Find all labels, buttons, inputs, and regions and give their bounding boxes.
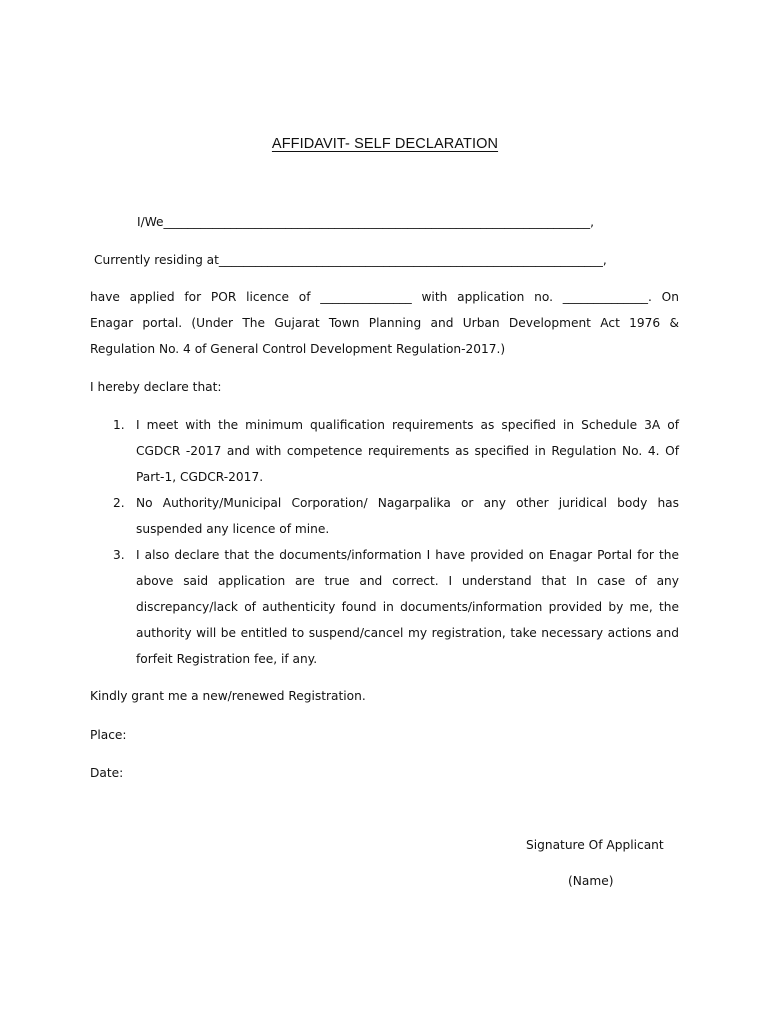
declaration-line: forfeit Registration fee, if any. — [136, 652, 318, 666]
declaration-number: 1. — [113, 418, 125, 432]
signature-label: Signature Of Applicant — [526, 838, 664, 852]
document-title: AFFIDAVIT- SELF DECLARATION — [271, 136, 499, 152]
declaration-line: suspended any licence of mine. — [136, 522, 330, 536]
applied-line-1: have applied for POR licence of _______________ with application no. ______________. On — [90, 290, 679, 304]
declaration-line: authority will be entitled to suspend/cancel my registration, take necessary actions and — [136, 626, 679, 640]
declaration-line: No Authority/Municipal Corporation/ Nagarpalika or any other juridical body has — [136, 496, 679, 510]
declaration-line: discrepancy/lack of authenticity found in documents/information provided by me, the — [136, 600, 679, 614]
declaration-number: 2. — [113, 496, 125, 510]
place-label: Place: — [90, 728, 127, 742]
residing-line: Currently residing at_______________________________________________________________, — [94, 253, 607, 267]
declaration-line: above said application are true and correct. I understand that In case of any — [136, 574, 679, 588]
declare-intro: I hereby declare that: — [90, 380, 222, 394]
date-label: Date: — [90, 766, 124, 780]
closing-request: Kindly grant me a new/renewed Registration. — [90, 689, 366, 703]
declaration-line: CGDCR -2017 and with competence requirements as specified in Regulation No. 4. Of — [136, 444, 679, 458]
applied-line-2: Enagar portal. (Under The Gujarat Town Planning and Urban Development Act 1976 & — [90, 316, 679, 330]
declaration-number: 3. — [113, 548, 125, 562]
name-label: (Name) — [568, 874, 614, 888]
declaration-line: I also declare that the documents/information I have provided on Enagar Portal for the — [136, 548, 679, 562]
applied-line-3: Regulation No. 4 of General Control Development Regulation-2017.) — [90, 342, 506, 356]
declaration-line: I meet with the minimum qualification requirements as specified in Schedule 3A of — [136, 418, 679, 432]
declaration-line: Part-1, CGDCR-2017. — [136, 470, 264, 484]
name-line: I/We______________________________________________________________________, — [137, 215, 594, 229]
